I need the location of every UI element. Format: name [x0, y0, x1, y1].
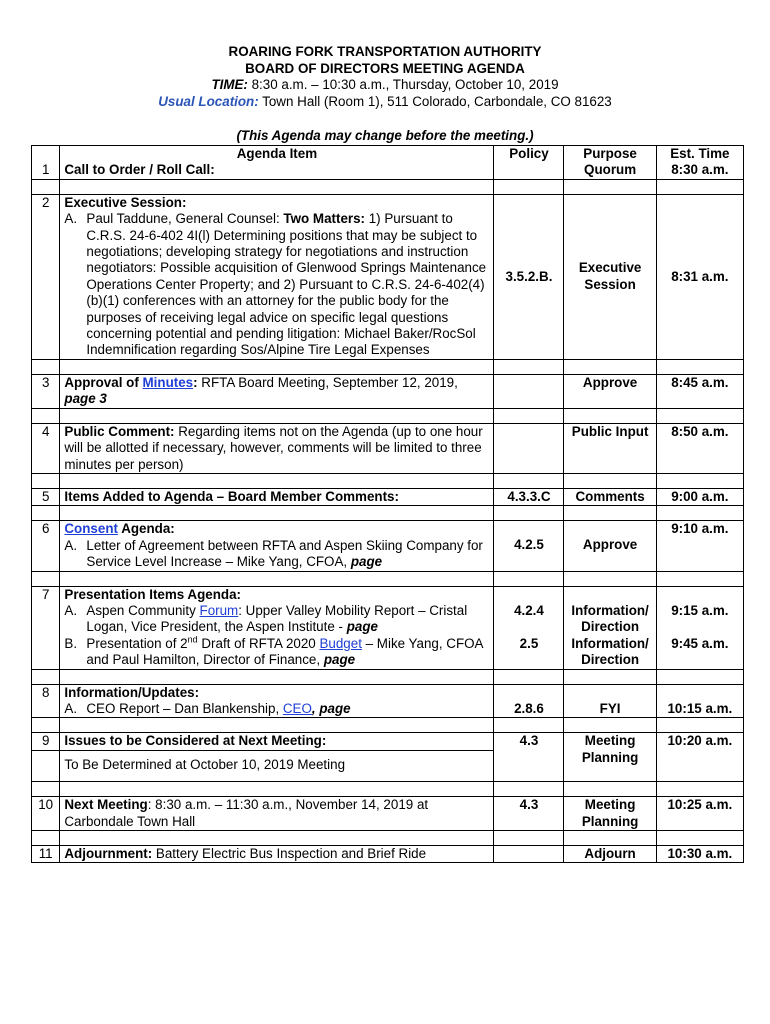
table-row	[32, 521, 744, 571]
item-number: 9	[32, 733, 60, 750]
purpose: Meeting Planning	[564, 733, 656, 782]
spacer-row	[32, 571, 744, 586]
item-title: Items Added to Agenda – Board Member Comments:	[60, 488, 494, 505]
meeting-location	[0, 94, 770, 111]
time-label: TIME:	[211, 77, 248, 92]
est-time: 9:10 a.m.	[656, 521, 743, 571]
item-title: Call to Order / Roll Call:	[64, 162, 215, 178]
item-title: Issues to be Considered at Next Meeting:	[60, 733, 494, 750]
item-title: Information/Updates:	[64, 684, 200, 700]
sub-item: B. Presentation of 2nd Draft of RFTA 2020 Budget – Mike Yang, CFOA and Paul Hamilton, Director of Finance, page	[64, 634, 483, 668]
spacer-row	[32, 669, 744, 684]
spacer-row	[32, 179, 744, 194]
spacer-row	[32, 408, 744, 423]
page-ref: page 3	[64, 391, 107, 407]
est-time: 8:50 a.m.	[656, 423, 743, 473]
column-header-item: Agenda Item	[236, 146, 318, 161]
column-header-policy: Policy	[494, 146, 564, 180]
table-row	[32, 146, 744, 180]
policy	[494, 846, 564, 863]
document-header	[0, 44, 770, 110]
purpose-cell: Purpose Quorum	[564, 146, 656, 180]
time-cell: Est. Time 8:30 a.m.	[656, 146, 743, 180]
table-row	[32, 374, 744, 408]
spacer-row	[32, 506, 744, 521]
item-number: 6	[32, 521, 60, 571]
location-value: Town Hall (Room 1), 511 Colorado, Carbondale, CO 81623	[258, 93, 612, 109]
item-title: Presentation Items Agenda:	[64, 586, 241, 602]
item-cell: Public Comment: Regarding items not on the Agenda (up to one hour will be allotted if necessary, however, comments will be limited to three minutes per person)	[60, 423, 494, 473]
item-number: 2	[32, 194, 60, 359]
item-number-cell: 1	[32, 146, 60, 180]
item-number: 8	[32, 684, 60, 718]
spacer-row	[32, 718, 744, 733]
purpose: FYI	[564, 684, 656, 718]
est-time: 8:45 a.m.	[656, 374, 743, 408]
sub-item: A. Paul Taddune, General Counsel: Two Matters: 1) Pursuant to C.R.S. 24-6-402 4I(l) Determining positions that may be subject to negotiations; developing strategy for negotiations and instruction negotiators: Possible acquisition of Glenwood Springs Maintenance Operations Center Property; and 2) Pursuant to C.R.S. 24-6-402(4)(b)(1) conferences with an attorney for the public body for the purposes of receiving legal advice on specific legal questions concerning potential and pending litigation: Michael Baker/RocSol Indemnification regarding Sos/Alpine Tire Legal Expenses	[64, 211, 487, 358]
policy	[494, 374, 564, 408]
est-time: 9:15 a.m. 9:45 a.m.	[656, 586, 743, 669]
table-row	[32, 586, 744, 669]
consent-link[interactable]: Consent	[64, 521, 118, 537]
item-cell	[60, 194, 494, 359]
purpose: Information/ Direction Information/ Direction	[564, 586, 656, 669]
forum-link[interactable]: Forum	[199, 602, 239, 618]
item-text: To Be Determined at October 10, 2019 Meeting	[60, 750, 494, 781]
agenda-title: BOARD OF DIRECTORS MEETING AGENDA	[245, 60, 525, 76]
time-value: 8:30 a.m. – 10:30 a.m., Thursday, October 10, 2019	[247, 77, 559, 92]
est-time: 10:25 a.m.	[656, 797, 743, 831]
sub-item: A. Aspen Community Forum: Upper Valley Mobility Report – Cristal Logan, Vice President, the Aspen Institute - page	[64, 602, 468, 635]
spacer-row	[32, 473, 744, 488]
item-cell	[60, 684, 494, 718]
table-row	[32, 684, 744, 718]
location-label: Usual Location:	[158, 93, 259, 109]
meeting-time	[0, 77, 770, 94]
item-cell: Consent Agenda: A. Letter of Agreement between RFTA and Aspen Skiing Company for Service Level Increase – Mike Yang, CFOA, page	[60, 521, 494, 571]
item-cell: Next Meeting: 8:30 a.m. – 11:30 a.m., November 14, 2019 at Carbondale Town Hall	[60, 797, 494, 831]
policy: 4.3	[494, 733, 564, 782]
agenda-table	[31, 145, 744, 863]
table-row	[32, 733, 744, 750]
table-row	[32, 488, 744, 505]
policy: 3.5.2.B.	[494, 194, 564, 359]
purpose: Meeting Planning	[564, 797, 656, 831]
policy: 4.3.3.C	[494, 488, 564, 505]
org-name: ROARING FORK TRANSPORTATION AUTHORITY	[228, 44, 542, 59]
item-title: Executive Session:	[64, 194, 187, 210]
item-number: 10	[32, 797, 60, 831]
ceo-link[interactable]: CEO	[282, 700, 312, 716]
item-number: 7	[32, 586, 60, 669]
spacer-row	[32, 359, 744, 374]
item-number: 4	[32, 423, 60, 473]
item-cell: Approval of Minutes: RFTA Board Meeting, September 12, 2019, page 3	[60, 374, 494, 408]
agenda-note: (This Agenda may change before the meeting.)	[236, 128, 534, 143]
table-row	[32, 423, 744, 473]
purpose: Executive Session	[564, 194, 656, 359]
purpose: Public Input	[564, 423, 656, 473]
item-cell: Adjournment: Battery Electric Bus Inspection and Brief Ride	[60, 846, 494, 863]
sub-item: A. CEO Report – Dan Blankenship, CEO, page	[64, 700, 351, 716]
purpose: Comments	[564, 488, 656, 505]
budget-link[interactable]: Budget	[319, 635, 362, 651]
minutes-link[interactable]: Minutes	[142, 374, 194, 390]
item-number: 11	[32, 846, 60, 863]
table-row	[32, 194, 744, 359]
item-number: 3	[32, 374, 60, 408]
purpose: Approve	[564, 521, 656, 571]
est-time: 10:15 a.m.	[656, 684, 743, 718]
item-cell	[60, 146, 494, 180]
est-time: 10:30 a.m.	[656, 846, 743, 863]
spacer-row	[32, 782, 744, 797]
policy: 4.2.5	[494, 521, 564, 571]
spacer-row	[32, 831, 744, 846]
policy: 4.2.4 2.5	[494, 586, 564, 669]
policy: 2.8.6	[494, 684, 564, 718]
policy: 4.3	[494, 797, 564, 831]
est-time: 9:00 a.m.	[656, 488, 743, 505]
purpose: Approve	[564, 374, 656, 408]
purpose: Adjourn	[564, 846, 656, 863]
sub-item: A. Letter of Agreement between RFTA and Aspen Skiing Company for Service Level Increase – Mike Yang, CFOA, page	[64, 537, 483, 570]
est-time: 8:31 a.m.	[656, 194, 743, 359]
table-row	[32, 846, 744, 863]
item-number: 5	[32, 488, 60, 505]
table-row	[32, 797, 744, 831]
policy	[494, 423, 564, 473]
est-time: 10:20 a.m.	[656, 733, 743, 782]
item-cell	[60, 586, 494, 669]
